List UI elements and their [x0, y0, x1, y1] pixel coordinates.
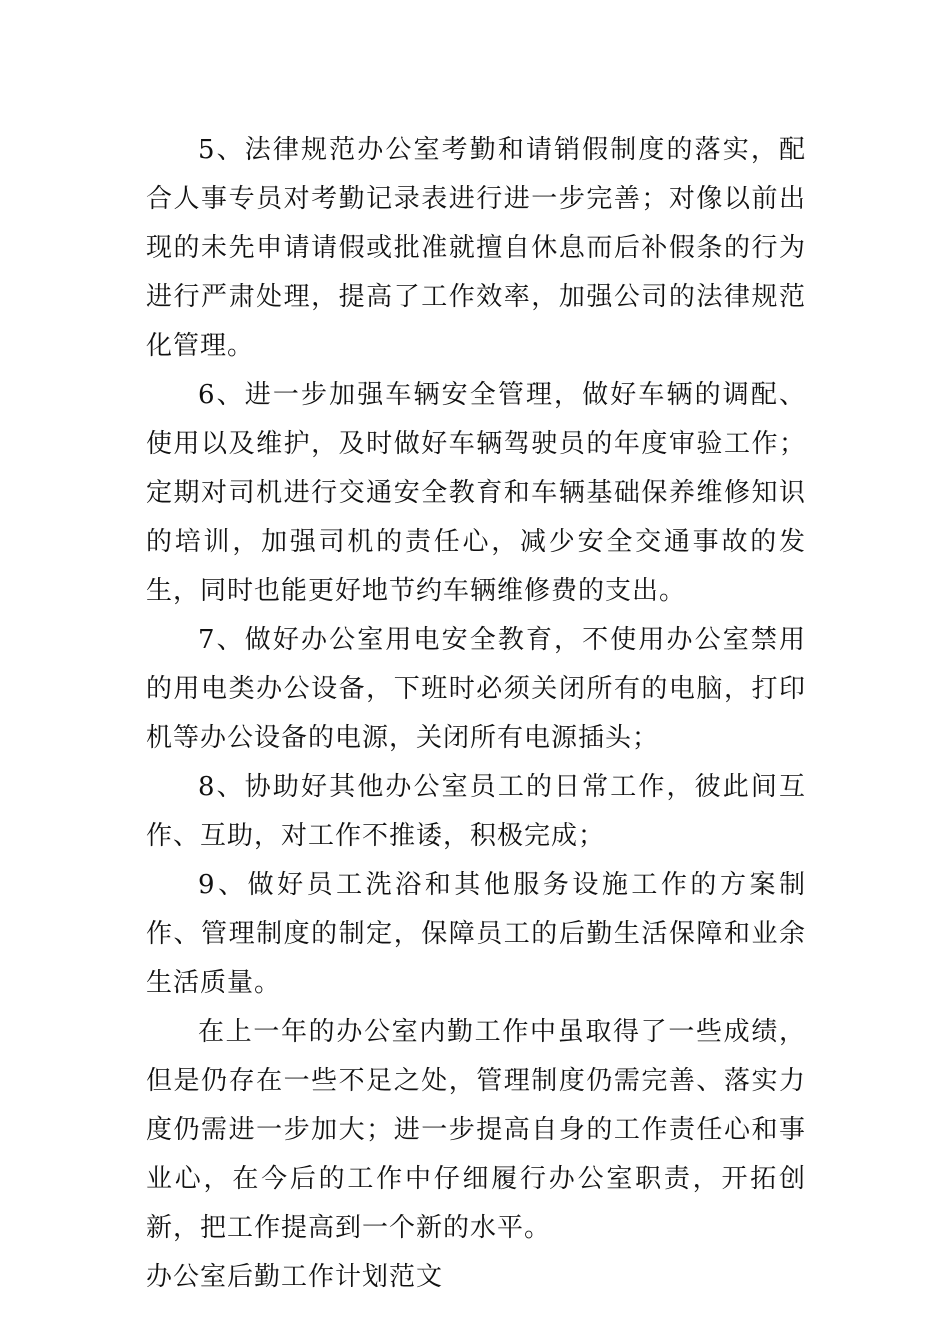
section-heading: 办公室后勤工作计划范文 — [146, 1262, 444, 1292]
paragraph-item-6: 6、进一步加强车辆安全管理，做好车辆的调配、使用以及维护，及时做好车辆驾驶员的年度审验工作；定期对司机进行交通安全教育和车辆基础保养维修知识的培训，加强司机的责任心，减少安全交通事故的发生，同时也能更好地节约车辆维修费的支出。 — [146, 380, 806, 606]
paragraph-item-5: 5、法律规范办公室考勤和请销假制度的落实，配合人事专员对考勤记录表进行进一步完善；对像以前出现的未先申请请假或批准就擅自休息而后补假条的行为进行严肃处理，提高了工作效率，加强公司的法律规范化管理。 — [146, 135, 806, 361]
document-body — [146, 126, 806, 1302]
paragraph-summary: 在上一年的办公室内勤工作中虽取得了一些成绩，但是仍存在一些不足之处，管理制度仍需完善、落实力度仍需进一步加大；进一步提高自身的工作责任心和事业心，在今后的工作中仔细履行办公室职责，开拓创新，把工作提高到一个新的水平。 — [146, 1017, 806, 1243]
paragraph-item-7: 7、做好办公室用电安全教育，不使用办公室禁用的用电类办公设备，下班时必须关闭所有的电脑，打印机等办公设备的电源，关闭所有电源插头； — [146, 625, 806, 753]
paragraph-item-8: 8、协助好其他办公室员工的日常工作，彼此间互作、互助，对工作不推诿，积极完成； — [146, 772, 806, 851]
paragraph-item-9: 9、做好员工洗浴和其他服务设施工作的方案制作、管理制度的制定，保障员工的后勤生活保障和业余生活质量。 — [146, 870, 806, 998]
